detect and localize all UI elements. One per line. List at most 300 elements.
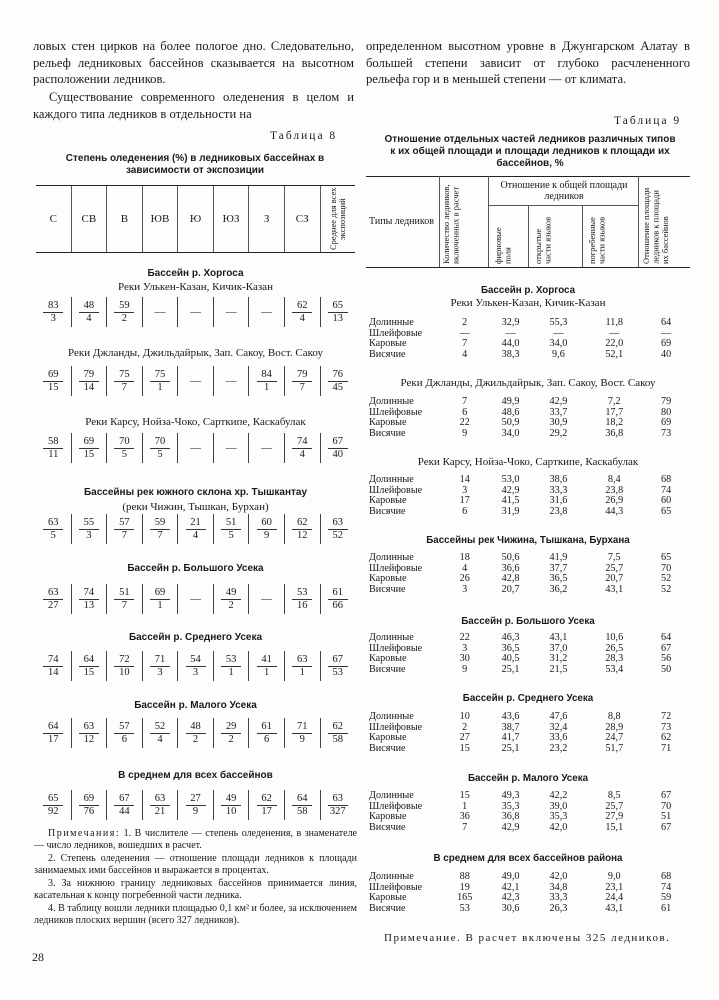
table8-cell-numerator: 59	[114, 300, 134, 313]
table9-section-title: Бассейн р. Малого Усека	[467, 773, 589, 784]
table8-cell-denominator: 2	[228, 733, 234, 745]
table8-cell	[320, 366, 356, 396]
table8-cell-numerator: 51	[221, 517, 241, 530]
table9-note: Примечание. В расчет включены 325 ледников.	[384, 932, 671, 944]
table9-group	[366, 791, 690, 833]
table8-cell-numerator: 67	[328, 436, 348, 449]
table9-cell-count: 4	[462, 562, 468, 574]
table9-cell-glacier-type: Долинные	[369, 552, 414, 563]
table9-cell-open-tongue: 32,4	[549, 721, 568, 733]
table8-header-nw: СЗ	[284, 186, 320, 252]
table8-cell-numerator: 72	[114, 654, 134, 667]
table9-row	[366, 802, 690, 813]
table9-header-divider	[528, 205, 529, 267]
table9-row	[366, 318, 690, 329]
table8-cell-numerator: 55	[79, 517, 99, 530]
table9-cell-count: 15	[459, 742, 470, 754]
table9-cell-count: 3	[462, 484, 468, 496]
table9-cell-buried-tongue: 17,7	[605, 406, 624, 418]
table9-cell-firn: 42,1	[501, 881, 520, 893]
table9-cell-count: 88	[459, 871, 470, 882]
table9-cell-glacier-type: Висячие	[369, 427, 406, 439]
table9-cell-buried-tongue: 7,5	[607, 552, 621, 563]
table9-group	[366, 397, 690, 439]
table8-cell-denominator: 3	[86, 529, 92, 541]
table9-row	[366, 574, 690, 585]
table9-section-subtitle: Реки Карсу, Нойза-Чоко, Сарткипе, Каскабулак	[417, 456, 639, 468]
table9-row	[366, 507, 690, 518]
table8-cell-empty: —	[177, 366, 213, 396]
table8-cell-numerator: 59	[150, 517, 170, 530]
table8-cell	[106, 366, 142, 396]
table8-cell-denominator: 14	[83, 381, 95, 393]
table9-cell-open-tongue: 31,2	[549, 653, 568, 664]
table8-cell-numerator: 62	[292, 517, 312, 530]
table8-cell	[71, 651, 107, 681]
table8-header-s: Ю	[177, 186, 213, 252]
table8-section-subtitle: Реки Улькен-Казан, Кичик-Казан	[118, 281, 273, 293]
table9-cell-firn: 49,0	[501, 871, 520, 882]
table9-cell-glacier-type: Шлейфовые	[369, 642, 423, 654]
table9-cell-glacier-type: Шлейфовые	[369, 881, 423, 893]
table8-cell	[213, 584, 249, 614]
table9-cell-glacier-type: Каровые	[369, 495, 407, 506]
table9-cell-glacier-type: Каровые	[369, 653, 407, 664]
intro-left-paragraph-1: ловых стен цирков на более пологое дно. Следовательно, рельеф ледниковых бассейнов сказывается на высотном расположении ледников.	[33, 39, 354, 86]
table8-cell-denominator: 327	[329, 805, 346, 817]
table8-cell-numerator: 60	[257, 517, 277, 530]
table8-cell-numerator: 63	[43, 587, 63, 600]
table9-cell-basin-ratio: 50	[660, 663, 672, 675]
table8-cell-empty: —	[213, 366, 249, 396]
table9-cell-open-tongue: 30,9	[549, 417, 568, 428]
table8-cell-denominator: 17	[48, 733, 59, 745]
table8-cell-numerator: 52	[150, 721, 170, 734]
table9-cell-count: 9	[462, 427, 468, 439]
table8-cell-numerator: 48	[186, 721, 206, 734]
table8-row	[36, 297, 355, 327]
table9-cell-firn: 42,9	[501, 484, 520, 496]
table8-cell-denominator: 2	[192, 733, 199, 745]
table9-cell-count: 7	[462, 821, 468, 833]
table8-cell-denominator: 44	[119, 805, 130, 817]
table9-header-open: открытые части языков	[533, 216, 553, 264]
table8-cell-denominator: 1	[157, 599, 163, 611]
table8-section-subtitle: Реки Карсу, Нойза-Чоко, Сарткипе, Каскабулак	[85, 416, 306, 428]
table8-cell-numerator: 69	[150, 587, 170, 600]
table9-cell-glacier-type: Висячие	[369, 505, 406, 517]
table8-cell	[106, 514, 142, 544]
table8-cell	[106, 718, 142, 748]
table8-cell	[142, 433, 178, 463]
table9-cell-buried-tongue: 24,4	[605, 892, 624, 903]
table8-cell	[71, 433, 107, 463]
table9-row	[366, 812, 690, 823]
table9-row	[366, 654, 690, 665]
table8-header-sw: ЮЗ	[213, 186, 249, 252]
table8-section-title: Бассейн р. Среднего Усека	[128, 632, 263, 643]
table9-row	[366, 723, 690, 734]
table8-cell-denominator: 13	[332, 312, 344, 324]
table9-section-heading	[366, 773, 690, 784]
table9-row	[366, 486, 690, 497]
table8-cell-denominator: 13	[83, 599, 95, 611]
table8-cell-numerator: 62	[292, 300, 312, 313]
table8-cell	[106, 433, 142, 463]
table8-section-title: Бассейн р. Хоргоса	[147, 268, 244, 279]
table8-cell-denominator: 1	[299, 666, 305, 678]
table8-cell-denominator: 9	[192, 805, 199, 817]
table8-cell-denominator: 17	[261, 805, 272, 817]
table9-section-subheading	[366, 297, 690, 309]
table9-cell-firn: 43,6	[501, 711, 520, 722]
table8-cell	[284, 790, 320, 820]
table9-cell-buried-tongue: 8,4	[607, 474, 621, 485]
table9-header-basin: Отношение площади ледников к площади их бассейнов	[641, 187, 670, 264]
table8-section-heading	[36, 700, 355, 711]
table8-cell-denominator: 27	[48, 599, 59, 611]
table9-group	[366, 553, 690, 595]
table9-cell-buried-tongue: 28,9	[605, 721, 624, 733]
page-number: 28	[32, 950, 44, 964]
table9-row	[366, 339, 690, 350]
table9-row	[366, 553, 690, 564]
table9-cell-buried-tongue: 25,7	[605, 800, 624, 812]
table8-cell-denominator: 5	[157, 448, 163, 460]
table9-row	[366, 585, 690, 596]
table8-section-subtitle: Реки Джланды, Джильдайрык, Зап. Сакоу, Вост. Сакоу	[68, 347, 323, 359]
table9-row	[366, 429, 690, 440]
table9-cell-basin-ratio: 73	[660, 721, 672, 733]
table9-cell-basin-ratio: 64	[660, 317, 672, 328]
intro-left-paragraph-2: Существование современного оледенения в целом и каждого типа ледников в отдельности на	[33, 90, 354, 121]
table9-cell-basin-ratio: 64	[660, 632, 672, 643]
table9-cell-basin-ratio: 69	[660, 417, 672, 428]
table8-cell-denominator: 2	[121, 312, 128, 324]
table8-cell-denominator: 3	[157, 666, 163, 678]
table8-cell-numerator: 63	[43, 517, 63, 530]
table8-note-1: 1. В числителе — степень оледенения, в знаменателе — число ледников, вошедших в расчет.	[34, 828, 357, 851]
table8-cell	[320, 514, 356, 544]
table9-cell-basin-ratio: 65	[660, 505, 672, 517]
table8-cell-numerator: 27	[186, 793, 206, 806]
table8-cell-numerator: 69	[79, 793, 99, 806]
table8-cell	[320, 718, 356, 748]
table9-cell-firn: 31,9	[501, 505, 520, 517]
table9-cell-glacier-type: Долинные	[369, 871, 414, 882]
table8-cell	[248, 366, 284, 396]
table9-cell-glacier-type: Висячие	[369, 348, 406, 360]
table9-row	[366, 496, 690, 507]
table8-cell-numerator: 64	[79, 654, 99, 667]
table9-cell-firn: 50,9	[501, 417, 520, 428]
table9-cell-buried-tongue: 8,5	[607, 790, 621, 801]
table9-cell-count: 165	[457, 892, 473, 903]
table9-section-heading	[366, 535, 690, 546]
table8-cell-numerator: 69	[43, 369, 63, 382]
table9-cell-glacier-type: Висячие	[369, 663, 406, 675]
table9-cell-count: 53	[459, 902, 470, 914]
table8-cell-numerator: 65	[43, 793, 63, 806]
table8-cell	[36, 297, 71, 327]
table9-cell-buried-tongue: 23,8	[605, 484, 624, 496]
table9-header-count: Количество ледников, включенных в расчет	[441, 184, 461, 264]
table9-cell-firn: 41,7	[501, 732, 520, 743]
table9-row	[366, 744, 690, 755]
table9-cell-basin-ratio: 65	[660, 552, 672, 563]
table9-cell-basin-ratio: 52	[660, 583, 672, 595]
table8-cell	[284, 718, 320, 748]
table9-header-group-rule	[488, 205, 638, 206]
table9-cell-count: 36	[459, 811, 470, 822]
table8-section-heading	[36, 770, 355, 781]
table8-note-4: 4. В таблицу вошли ледники площадью 0,1 км² и более, за исключением ледников плоских вершин (всего 327 ледников).	[34, 903, 357, 926]
table9-section-title: Бассейн р. Большого Усека	[461, 616, 595, 627]
table8-cell-empty: —	[248, 584, 284, 614]
table9-cell-firn: 42,8	[501, 573, 520, 584]
table8-cell-denominator: 7	[121, 599, 128, 611]
table8-cell-denominator: 52	[332, 529, 344, 541]
table8-cell-denominator: 76	[83, 805, 95, 817]
table9-cell-glacier-type: Каровые	[369, 732, 407, 743]
table9-cell-firn: 25,1	[501, 663, 520, 675]
table9-cell-basin-ratio: 68	[660, 871, 672, 882]
table9-cell-buried-tongue: 26,5	[605, 642, 624, 654]
table9-cell-buried-tongue: 7,2	[607, 396, 621, 407]
table8-cell	[106, 790, 142, 820]
table8-cell	[248, 718, 284, 748]
table8-cell-denominator: 14	[48, 666, 59, 678]
table9-cell-firn: 49,3	[501, 790, 520, 801]
table9-header-type: Типы ледников	[369, 216, 434, 227]
table9-header-divider	[488, 176, 489, 267]
table8-cell-numerator: 71	[292, 721, 312, 734]
table8-cell	[284, 433, 320, 463]
table9-cell-open-tongue: 35,3	[549, 811, 568, 822]
table9-cell-firn: 42,3	[501, 892, 520, 903]
table9-cell-buried-tongue: 36,8	[605, 427, 624, 439]
table8-cell-denominator: 9	[299, 733, 305, 745]
table8-cell-numerator: 63	[79, 721, 99, 734]
table8-row	[36, 433, 355, 463]
table8-cell-numerator: 74	[43, 654, 63, 667]
table8-cell-numerator: 64	[292, 793, 312, 806]
table9-cell-basin-ratio: 40	[660, 348, 672, 360]
table9-cell-buried-tongue: —	[609, 327, 620, 339]
table8-cell-denominator: 4	[192, 529, 199, 541]
table9-cell-buried-tongue: 24,7	[605, 732, 624, 743]
table9-section-heading	[366, 693, 690, 704]
table8-section-heading	[36, 487, 355, 498]
table8-cell-denominator: 11	[48, 448, 59, 460]
table8-cell-numerator: 61	[328, 587, 348, 600]
table8-cell-numerator: 75	[150, 369, 170, 382]
table8-cell	[320, 790, 356, 820]
table9-cell-firn: 25,1	[501, 742, 520, 754]
table8-cell	[177, 514, 213, 544]
table8-cell-numerator: 61	[257, 721, 277, 734]
table9-cell-buried-tongue: 10,6	[605, 632, 624, 643]
table9-row	[366, 633, 690, 644]
table9-cell-glacier-type: Шлейфовые	[369, 484, 423, 496]
table9-cell-glacier-type: Каровые	[369, 573, 407, 584]
table8-cell-denominator: 3	[192, 666, 199, 678]
table8-cell-denominator: 7	[299, 381, 305, 393]
table8-cell	[142, 651, 178, 681]
table8-cell-empty: —	[142, 297, 178, 327]
table8-row	[36, 718, 355, 748]
table9-cell-count: 17	[459, 495, 470, 506]
table8-title: Степень оледенения (%) в ледниковых бассейнах в зависимости от экспозиции	[65, 153, 325, 176]
table8-cell	[71, 718, 107, 748]
table8-cell-numerator: 64	[43, 721, 63, 734]
table8-cell-denominator: 7	[157, 529, 163, 541]
table8-cell	[213, 651, 249, 681]
table9-cell-basin-ratio: 61	[660, 902, 672, 914]
table9-cell-count: 27	[459, 732, 470, 743]
table9-cell-basin-ratio: 67	[660, 821, 672, 833]
table8-section-subheading	[36, 346, 355, 359]
table9-header-divider	[638, 176, 639, 267]
table9-cell-open-tongue: 37,7	[549, 562, 568, 574]
table8-cell-numerator: 74	[292, 436, 312, 449]
table8-cell	[36, 433, 71, 463]
table8-cell	[320, 433, 356, 463]
table9-cell-buried-tongue: 18,2	[605, 417, 624, 428]
table8-cell	[106, 297, 142, 327]
table9-cell-open-tongue: 33,3	[549, 892, 568, 903]
table9-header-buried: погребенные части языков	[587, 216, 607, 264]
table8-section-title: Бассейн р. Большого Усека	[127, 563, 264, 574]
table9-cell-count: 2	[462, 317, 468, 328]
table8-section-heading	[36, 563, 355, 574]
table9-cell-buried-tongue: 43,1	[605, 583, 624, 595]
table8-cell	[248, 651, 284, 681]
table9-cell-buried-tongue: 20,7	[605, 573, 624, 584]
table8-cell-denominator: 58	[332, 733, 344, 745]
table9-cell-glacier-type: Шлейфовые	[369, 406, 423, 418]
table8-cell	[284, 297, 320, 327]
table9-cell-basin-ratio: 68	[660, 474, 672, 485]
table8-cell-numerator: 51	[114, 587, 134, 600]
table9-cell-basin-ratio: 52	[660, 573, 672, 584]
table8-header-n: С	[49, 213, 57, 225]
table8-cell	[284, 584, 320, 614]
table8-cell	[177, 651, 213, 681]
table8-cell-denominator: 15	[83, 666, 95, 678]
table9-cell-buried-tongue: 25,7	[605, 562, 624, 574]
table8-cell	[213, 718, 249, 748]
table9-cell-count: 14	[459, 474, 470, 485]
table8-cell	[284, 651, 320, 681]
table8-cell-denominator: 4	[299, 448, 305, 460]
table8-cell	[248, 790, 284, 820]
table9-cell-buried-tongue: 28,3	[605, 653, 624, 664]
table8-cell-denominator: 5	[121, 448, 128, 460]
table9-cell-basin-ratio: 69	[660, 338, 672, 349]
table8-section-title: Бассейн р. Малого Усека	[134, 700, 257, 711]
table9-cell-glacier-type: Долинные	[369, 474, 414, 485]
table8-cell-denominator: 15	[83, 448, 95, 460]
table9-cell-count: 22	[459, 632, 470, 643]
table8-cell-numerator: 67	[328, 654, 348, 667]
table8-cell-denominator: 7	[121, 529, 128, 541]
table9-cell-count: 6	[462, 406, 468, 418]
table9-cell-basin-ratio: 67	[660, 642, 672, 654]
table9-cell-open-tongue: 31,6	[549, 495, 568, 506]
table9-cell-firn: 38,3	[501, 348, 520, 360]
table8-cell	[106, 651, 142, 681]
table9-cell-count: 3	[462, 583, 468, 595]
table9-row	[366, 733, 690, 744]
table9-cell-firn: 41,5	[501, 495, 520, 506]
table9-section-heading	[366, 616, 690, 627]
table8-header	[36, 186, 355, 252]
table9-cell-basin-ratio: 74	[660, 484, 672, 496]
table9-cell-basin-ratio: 51	[660, 811, 672, 822]
table9-cell-open-tongue: —	[553, 327, 564, 339]
table9-cell-open-tongue: 39,0	[549, 800, 568, 812]
table9-cell-glacier-type: Висячие	[369, 821, 406, 833]
table9-cell-count: 18	[459, 552, 470, 563]
table8-header-w: З	[248, 186, 284, 252]
table9-cell-buried-tongue: 51,7	[605, 742, 624, 754]
table8-cell-denominator: 15	[48, 381, 59, 393]
table8-cell-denominator: 4	[299, 312, 305, 324]
table8-caption: Таблица 8	[270, 130, 338, 142]
table9-cell-buried-tongue: 53,4	[605, 663, 624, 675]
table9-caption: Таблица 9	[614, 115, 682, 127]
table9-cell-basin-ratio: 74	[660, 881, 672, 893]
table8-notes	[34, 828, 357, 928]
table9-cell-firn: 42,9	[501, 821, 520, 833]
table8-cell	[320, 651, 356, 681]
table8-cell-denominator: 12	[296, 529, 308, 541]
table8-cell-numerator: 63	[328, 517, 348, 530]
table9-row	[366, 329, 690, 340]
table9-group	[366, 712, 690, 754]
table9-cell-glacier-type: Шлейфовые	[369, 800, 423, 812]
table8-cell-denominator: 66	[332, 599, 344, 611]
table9-row	[366, 408, 690, 419]
table9-cell-open-tongue: 37,0	[549, 642, 568, 654]
table9-cell-buried-tongue: 8,8	[607, 711, 621, 722]
table8-cell	[320, 297, 356, 327]
table8-cell-numerator: 76	[328, 369, 348, 382]
table8-cell-numerator: 58	[43, 436, 63, 449]
table9-cell-firn: —	[505, 327, 516, 339]
table9-cell-count: 22	[459, 417, 470, 428]
table8-header-average	[320, 186, 356, 252]
table9-cell-glacier-type: Долинные	[369, 790, 414, 801]
table9-cell-basin-ratio: 67	[660, 790, 672, 801]
table9-cell-glacier-type: Висячие	[369, 583, 406, 595]
table9-cell-firn: 44,0	[501, 338, 520, 349]
table9-row	[366, 418, 690, 429]
table8-cell-denominator: 2	[228, 599, 234, 611]
table9-row	[366, 893, 690, 904]
table9-cell-count: 4	[462, 348, 468, 360]
table8-cell-empty: —	[177, 584, 213, 614]
table8-cell-denominator: 5	[50, 529, 56, 541]
table9-cell-firn: 40,5	[501, 653, 520, 664]
table8-row	[36, 366, 355, 396]
table9-row	[366, 883, 690, 894]
table8-cell-numerator: 63	[150, 793, 170, 806]
table9-group	[366, 872, 690, 914]
table9-section-title: Бассейн р. Среднего Усека	[462, 693, 594, 704]
table8-cell	[36, 651, 71, 681]
